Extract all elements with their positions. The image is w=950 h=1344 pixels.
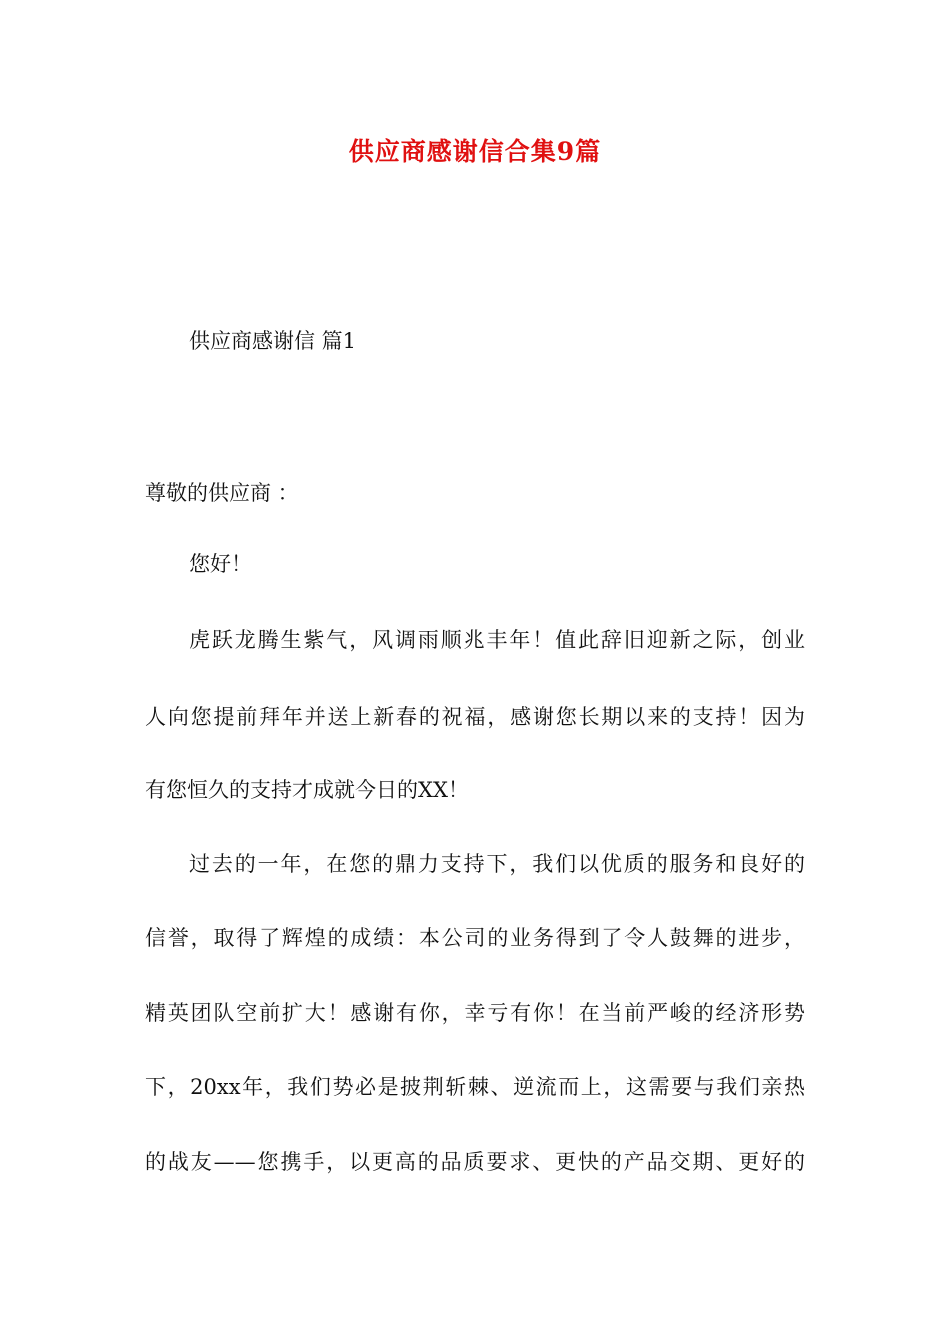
paragraph-2-line-2: 信誉，取得了辉煌的成绩：本公司的业务得到了令人鼓舞的进步， xyxy=(145,926,805,950)
paragraph-1-line-3: 有您恒久的支持才成就今日的XX！ xyxy=(145,778,469,802)
document-title: 供应商感谢信合集9篇 xyxy=(348,137,602,166)
paragraph-2-line-3: 精英团队空前扩大！感谢有你，幸亏有你！在当前严峻的经济形势 xyxy=(145,1001,805,1025)
paragraph-1-line-2: 人向您提前拜年并送上新春的祝福，感谢您长期以来的支持！因为 xyxy=(145,705,805,729)
paragraph-1-line-1: 虎跃龙腾生紫气，风调雨顺兆丰年！值此辞旧迎新之际，创业 xyxy=(189,628,805,652)
section-heading: 供应商感谢信 篇1 xyxy=(189,329,357,353)
greeting: 您好！ xyxy=(189,552,252,576)
paragraph-2-line-5: 的战友——您携手，以更高的品质要求、更快的产品交期、更好的 xyxy=(145,1150,805,1174)
salutation: 尊敬的供应商 ： xyxy=(145,481,299,505)
paragraph-2-line-4: 下，20xx年，我们势必是披荆斩棘、逆流而上，这需要与我们亲热 xyxy=(145,1075,805,1099)
paragraph-2-line-1: 过去的一年，在您的鼎力支持下，我们以优质的服务和良好的 xyxy=(189,852,805,876)
